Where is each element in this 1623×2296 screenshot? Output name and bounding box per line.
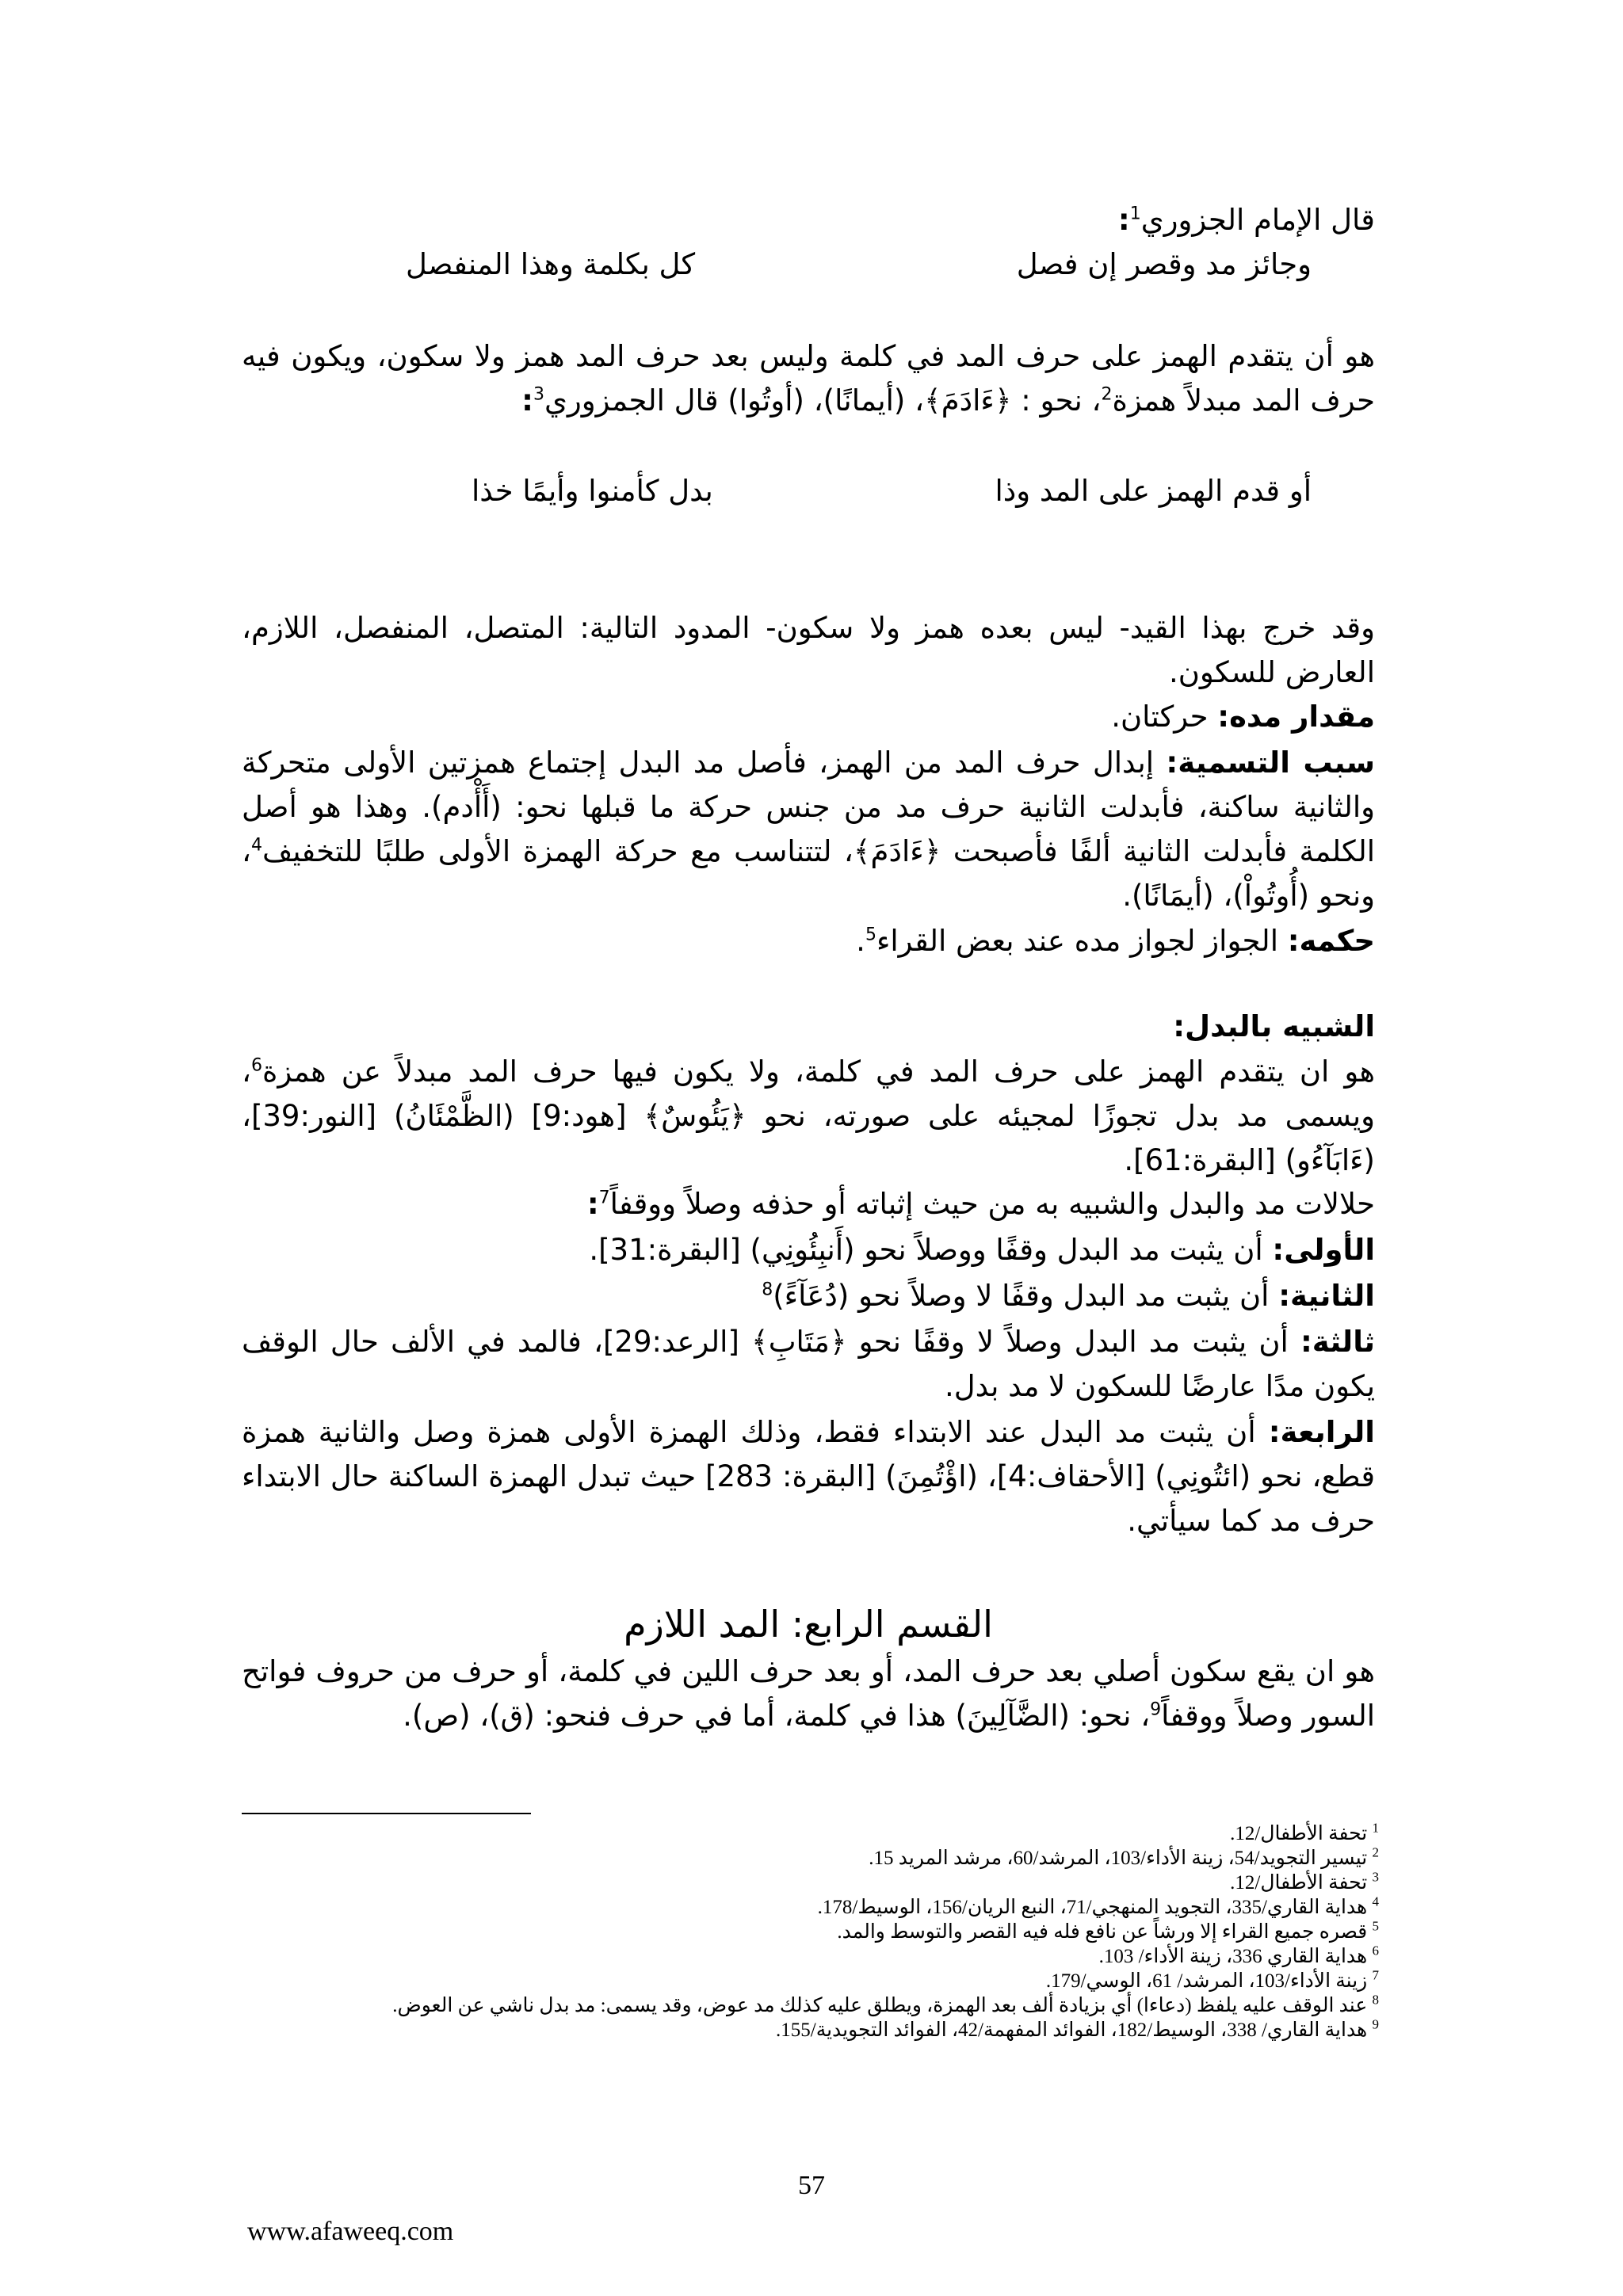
paragraph <box>242 1182 1375 1226</box>
intro-line <box>242 198 1375 242</box>
paragraph-text: ، نحو: (الضَّآلِينَ) هذا في كلمة، أما في حرف فنحو: (ق)، (ص). <box>403 1699 1151 1733</box>
paragraph-text: أن يثبت مد البدل وقفًا لا وصلاً نحو (دُعَآءً) <box>773 1279 1279 1313</box>
footnote-mark: 6 <box>250 1055 262 1076</box>
page-number: 57 <box>798 2171 825 2200</box>
footnote-mark: 4 <box>250 835 262 856</box>
footnote-text: تيسير التجويد/54، زينة الأداء/103، المرشد/60، مرشد المريد 15. <box>869 1848 1368 1869</box>
subheading-text: الشبيه بالبدل: <box>1173 1009 1375 1043</box>
footnote <box>242 1896 1379 1920</box>
footnote <box>242 1844 1379 1871</box>
footnote-text: قصره جميع القراء إلا ورشاً عن نافع فله فيه القصر والتوسط والمد. <box>837 1921 1368 1943</box>
paragraph-text: ، ونحو (أُوتُواْ)، (أيمَانًا). <box>242 834 1375 913</box>
verse-left-hemistich: كل بكلمة وهذا المنفصل <box>406 247 696 281</box>
footnote-number: 7 <box>1372 1967 1379 1983</box>
footnote-text: زينة الأداء/103، المرشد/ 61، الوسي/179. <box>1045 1970 1368 1992</box>
footnote-text: عند الوقف عليه يلفظ (دعاءا) أي بزيادة ألف بعد الهمزة، ويطلق عليه كذلك مد عوض، وقد يسمى: مد بدل ناشي عن العوض. <box>392 1995 1368 2016</box>
paragraph <box>242 1274 1375 1318</box>
footnote <box>242 1967 1379 1993</box>
paragraph <box>242 1050 1375 1183</box>
paragraph-text: هو ان يقع سكون أصلي بعد حرف المد، أو بعد حرف اللين في كلمة، أو حرف من حروف فواتح السور وصلاً ووقفاً <box>242 1654 1375 1733</box>
paragraph-text: وقد خرج بهذا القيد- ليس بعده همز ولا سكون- المدود التالية: المتصل، المنفصل، اللازم، العارض للسكون. <box>242 611 1375 689</box>
paragraph <box>242 695 1375 739</box>
paragraph-text: هو أن يتقدم الهمز على حرف المد في كلمة وليس بعد حرف المد همز ولا سكون، ويكون فيه حرف المد مبدلاً همزة <box>242 339 1375 418</box>
paragraph-text: أن يثبت مد البدل عند الابتداء فقط، وذلك الهمزة الأولى همزة وصل والثانية همزة قطع، نحو (ائتُونِي) [الأحقاف:4]، (اؤْتُمِنَ) [البقرة: 283] حيث تبدل الهمزة الساكنة حال الابتداء حرف مد كما سيأتي. <box>242 1415 1376 1538</box>
footnote-number: 9 <box>1372 2016 1379 2032</box>
paragraph <box>242 334 1375 423</box>
footnote-mark: 9 <box>1150 1699 1162 1720</box>
footnote <box>242 1945 1379 1969</box>
footnote-mark: 3 <box>533 384 544 405</box>
paragraph-text: ، نحو : ﴿ءَادَمَ﴾، (أيمانًا)، (أوتُوا) قال الجمزوري <box>544 383 1102 418</box>
subheading <box>242 1005 1375 1049</box>
intro-text: قال الإمام الجزوري <box>1140 203 1375 237</box>
paragraph-colon: : <box>521 383 533 418</box>
paragraph <box>242 1320 1375 1409</box>
footnote-number: 5 <box>1372 1918 1379 1934</box>
paragraph-text: أن يثبت مد البدل وقفًا ووصلاً نحو (أَنبِئُونِي) [البقرة:31]. <box>589 1233 1273 1267</box>
paragraph-text: الجواز لجواز مده عند بعض القراء <box>876 924 1288 958</box>
intro-colon: : <box>1117 203 1130 237</box>
footnote-text: هداية القاري/335، التجويد المنهجي/71، النبع الريان/156، الوسيط/178. <box>817 1897 1368 1918</box>
paragraph-colon: : <box>586 1187 599 1221</box>
verse-line <box>242 247 1375 295</box>
footnote <box>242 2016 1379 2042</box>
footnote-number: 4 <box>1372 1894 1379 1909</box>
section-label: الرابعة: <box>1268 1415 1375 1449</box>
paragraph <box>242 1410 1375 1543</box>
footnote-text: تحفة الأطفال/12. <box>1230 1872 1368 1894</box>
paragraph-text: أن يثبت مد البدل وصلاً لا وقفًا نحو ﴿مَتَابِ﴾ [الرعد:29]، فالمد في الألف حال الوقف يكون مدًا عارضًا للسكون لا مد بدل. <box>242 1325 1375 1403</box>
paragraph <box>242 1228 1375 1272</box>
footnote-text: هداية القاري 336، زينة الأداء/ 103. <box>1098 1946 1368 1967</box>
verse-left-hemistich: بدل كأمنوا وأيمًا خذا <box>472 474 713 508</box>
section-label: حلالات مد والبدل والشبيه به من حيث إثباته أو حذفه وصلاً ووقفاً <box>609 1187 1375 1221</box>
paragraph <box>242 741 1375 918</box>
verse-line <box>242 474 1375 521</box>
footnote <box>242 1871 1379 1895</box>
footnote-mark: 2 <box>1101 384 1113 405</box>
section-heading: القسم الرابع: المد اللازم <box>624 1603 993 1646</box>
paragraph-text: هو ان يتقدم الهمز على حرف المد في كلمة، ولا يكون فيها حرف المد مبدلاً عن همزة <box>262 1055 1375 1089</box>
section-label: الثانية: <box>1278 1279 1375 1313</box>
footnote <box>242 1822 1379 1846</box>
footnote-mark: 7 <box>598 1188 610 1208</box>
footnote <box>242 1994 1379 2018</box>
section-label: ثالثة: <box>1300 1325 1375 1359</box>
section-label: مقدار مده: <box>1217 700 1375 734</box>
footnote-number: 2 <box>1372 1844 1379 1860</box>
paragraph-text: إبدال حرف المد من الهمز، فأصل مد البدل إجتماع همزتين الأولى متحركة والثانية ساكنة، فأبدلت الثانية حرف مد من جنس حركة ما قبلها نحو: (أَأْدم). وهذا هو أصل الكلمة فأبدلت الثانية ألفًا فأصبحت ﴿ءَادَمَ﴾، لتتناسب مع حركة الهمزة الأولى طلبًا للتخفيف <box>242 746 1375 868</box>
verse-right-hemistich: أو قدم الهمز على المد وذا <box>995 474 1312 508</box>
footnote-number: 8 <box>1372 1992 1379 2008</box>
footnote-mark: 5 <box>865 925 876 945</box>
website-url[interactable]: www.afaweeq.com <box>247 2217 454 2246</box>
paragraph <box>242 919 1375 963</box>
footnote-mark: 1 <box>1129 204 1141 224</box>
paragraph <box>242 606 1375 695</box>
footnote-number: 1 <box>1372 1820 1379 1836</box>
section-label: سبب التسمية: <box>1166 746 1376 780</box>
footnote-number: 3 <box>1372 1869 1379 1885</box>
footnote-number: 6 <box>1372 1943 1379 1958</box>
paragraph-text: حركتان. <box>1111 700 1218 734</box>
footnote-text: هداية القاري/ 338، الوسيط/182، الفوائد المفهمة/42، الفوائد التجويدية/155. <box>776 2019 1368 2041</box>
section-label: الأولى: <box>1272 1233 1375 1267</box>
paragraph <box>242 1650 1375 1738</box>
paragraph-text: . <box>856 924 865 958</box>
footnote <box>242 1920 1379 1944</box>
footnote-text: تحفة الأطفال/12. <box>1230 1823 1368 1844</box>
paragraph-text: ، ويسمى مد بدل تجوزًا لمجيئه على صورته، نحو ﴿يَئُوسٌ﴾ [هود:9] (الظَّمْئَانُ) [النور:39]، (ءَابَآءُو) [البقرة:61]. <box>242 1055 1375 1177</box>
footnote-separator <box>242 1813 531 1814</box>
section-label: حكمه: <box>1287 924 1375 958</box>
footnote-mark: 8 <box>762 1280 773 1300</box>
verse-right-hemistich: وجائز مد وقصر إن فصل <box>1016 247 1312 281</box>
